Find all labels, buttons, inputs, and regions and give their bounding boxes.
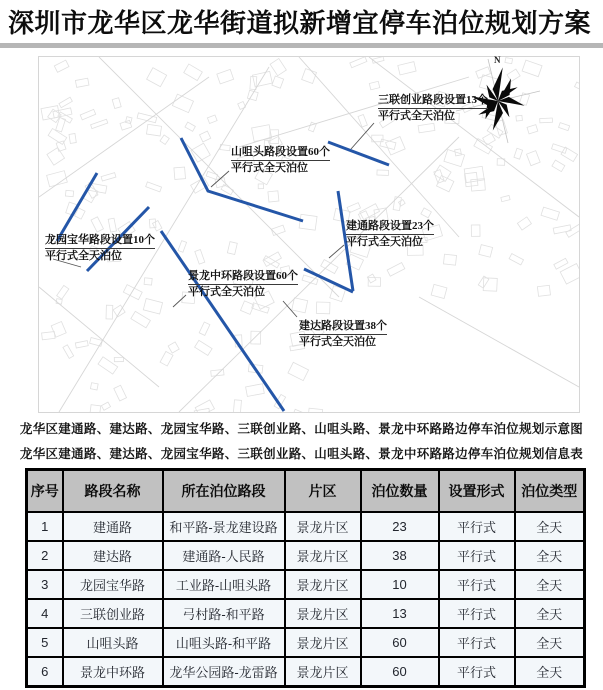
table-row [27,541,585,570]
table-cell: 全天 [515,541,585,570]
table-cell: 工业路-山咀头路 [163,570,285,599]
table-cell: 60 [361,628,439,657]
road-line-jinglongzhonghuan [161,231,284,411]
table-cell: 山咀头路 [63,628,163,657]
annotation-jiantong [346,219,434,249]
column-header: 路段名称 [63,470,163,513]
table-cell: 全天 [515,570,585,599]
table-header-row [27,470,585,513]
table-cell: 5 [27,628,63,657]
column-header: 泊位类型 [515,470,585,513]
table-row [27,512,585,541]
annotation-longyuanbaohua [45,233,155,263]
table-cell: 平行式 [439,628,515,657]
column-header: 设置形式 [439,470,515,513]
table-cell: 4 [27,599,63,628]
annotation-jinglongzhonghuan [188,269,298,299]
table-row [27,657,585,687]
annotation-shanjutou [231,145,330,175]
table-cell: 景龙片区 [285,570,361,599]
table-cell: 景龙片区 [285,599,361,628]
table-cell: 山咀头路-和平路 [163,628,285,657]
table-cell: 全天 [515,628,585,657]
table-cell: 60 [361,657,439,687]
table-cell: 6 [27,657,63,687]
table-cell: 平行式 [439,512,515,541]
annotation-line1: 龙园宝华路段设置10个 [45,233,155,249]
table-cell: 13 [361,599,439,628]
table-cell: 景龙片区 [285,657,361,687]
annotation-line2: 平行式全天泊位 [346,236,423,248]
column-header: 泊位数量 [361,470,439,513]
table-cell: 平行式 [439,570,515,599]
table-cell: 全天 [515,512,585,541]
table-cell: 景龙片区 [285,628,361,657]
column-header: 所在泊位路段 [163,470,285,513]
column-header: 序号 [27,470,63,513]
table-cell: 景龙片区 [285,512,361,541]
table-cell: 3 [27,570,63,599]
leader-jiantong [329,245,344,258]
map-figure [38,56,580,413]
table-cell: 龙华公园路-龙雷路 [163,657,285,687]
title-divider [0,43,603,48]
road-line-jianda [304,269,353,292]
annotation-line2: 平行式全天泊位 [188,286,265,298]
table-cell: 建通路-人民路 [163,541,285,570]
table-cell: 10 [361,570,439,599]
annotation-line1: 山咀头路段设置60个 [231,145,330,161]
table-cell: 平行式 [439,541,515,570]
annotation-sanlianchuangye [378,93,488,123]
annotation-line2: 平行式全天泊位 [231,162,308,174]
column-header: 片区 [285,470,361,513]
table-cell: 平行式 [439,657,515,687]
annotation-line2: 平行式全天泊位 [299,336,376,348]
table-cell: 建通路 [63,512,163,541]
table-row [27,570,585,599]
table-cell: 1 [27,512,63,541]
table-row [27,599,585,628]
table-cell: 平行式 [439,599,515,628]
table-cell: 23 [361,512,439,541]
annotation-line1: 建达路段设置38个 [299,319,387,335]
compass-north-label: N [494,55,501,65]
table-cell: 建达路 [63,541,163,570]
annotation-line1: 三联创业路段设置13个 [378,93,488,109]
table-cell: 龙园宝华路 [63,570,163,599]
page-title: 深圳市龙华区龙华街道拟新增宜停车泊位规划方案 [8,8,592,38]
table-row [27,628,585,657]
table-cell: 38 [361,541,439,570]
annotation-line2: 平行式全天泊位 [45,250,122,262]
table-cell: 2 [27,541,63,570]
annotation-line1: 建通路段设置23个 [346,219,434,235]
table-cell: 和平路-景龙建设路 [163,512,285,541]
map-caption: 龙华区建通路、建达路、龙园宝华路、三联创业路、山咀头路、景龙中环路路边停车泊位规划示意图 [19,422,584,436]
leader-jinglong [173,295,186,307]
table-cell: 全天 [515,599,585,628]
parking-info-table [25,468,586,688]
table-cell: 三联创业路 [63,599,163,628]
annotation-line2: 平行式全天泊位 [378,110,455,122]
annotation-jianda [299,319,387,349]
table-caption: 龙华区建通路、建达路、龙园宝华路、三联创业路、山咀头路、景龙中环路路边停车泊位规划信息表 [19,447,584,461]
table-cell: 弓村路-和平路 [163,599,285,628]
annotation-line1: 景龙中环路段设置60个 [188,269,298,285]
table-cell: 景龙中环路 [63,657,163,687]
table-cell: 全天 [515,657,585,687]
table-cell: 景龙片区 [285,541,361,570]
